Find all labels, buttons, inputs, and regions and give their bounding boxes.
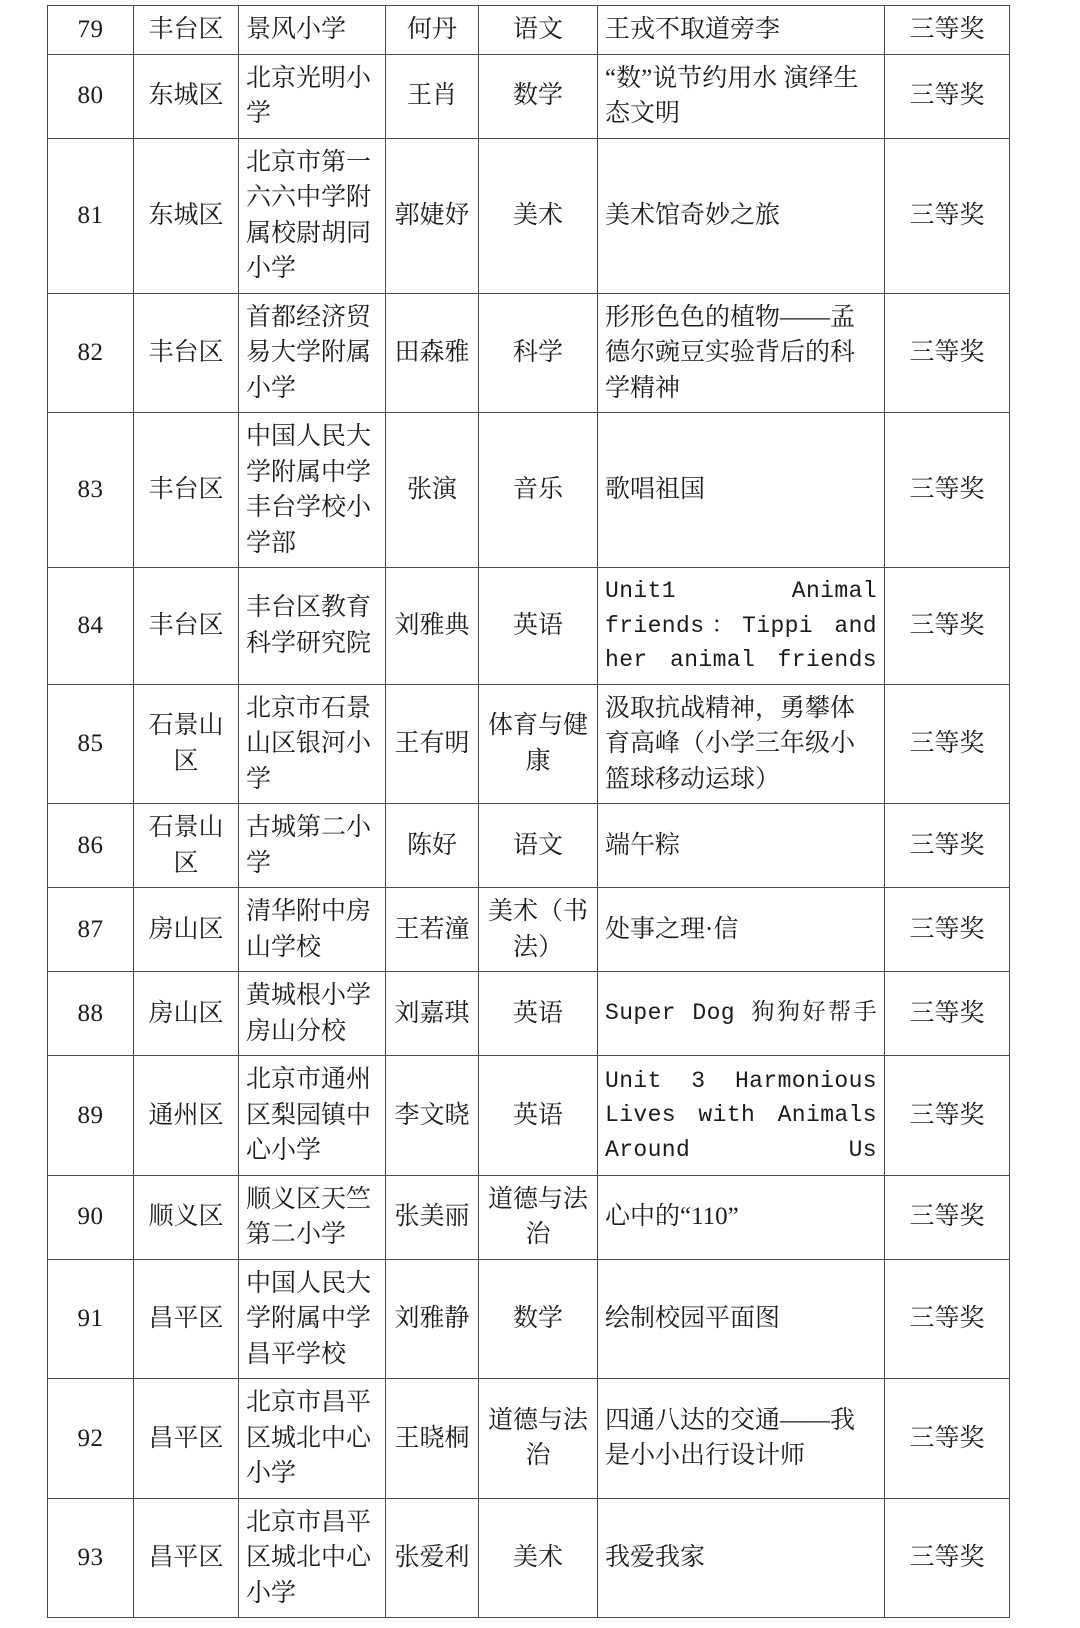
cell-title: 我爱我家 [598, 1498, 885, 1618]
table-row [48, 1175, 1010, 1259]
table-row [48, 972, 1010, 1056]
cell-district: 昌平区 [134, 1379, 239, 1499]
cell-award: 三等奖 [885, 568, 1010, 685]
table-row [48, 568, 1010, 685]
table-row [48, 1056, 1010, 1176]
cell-subject: 美术 [479, 138, 598, 293]
cell-index: 90 [48, 1175, 134, 1259]
cell-teacher: 王若潼 [386, 888, 479, 972]
cell-index: 87 [48, 888, 134, 972]
cell-title: 心中的“110” [598, 1175, 885, 1259]
cell-district: 东城区 [134, 138, 239, 293]
cell-teacher: 张美丽 [386, 1175, 479, 1259]
cell-school: 北京市昌平区城北中心小学 [239, 1379, 386, 1499]
cell-school: 古城第二小学 [239, 804, 386, 888]
cell-school: 丰台区教育科学研究院 [239, 568, 386, 685]
cell-school: 北京光明小学 [239, 54, 386, 138]
cell-district: 石景山区 [134, 804, 239, 888]
cell-subject: 科学 [479, 293, 598, 413]
cell-teacher: 王有明 [386, 684, 479, 804]
cell-district: 丰台区 [134, 413, 239, 568]
cell-index: 79 [48, 6, 134, 55]
cell-school: 景风小学 [239, 6, 386, 55]
cell-subject: 英语 [479, 568, 598, 685]
table-row [48, 684, 1010, 804]
cell-school: 北京市通州区梨园镇中心小学 [239, 1056, 386, 1176]
cell-district: 房山区 [134, 972, 239, 1056]
cell-title: 歌唱祖国 [598, 413, 885, 568]
cell-index: 85 [48, 684, 134, 804]
table-row [48, 6, 1010, 55]
cell-school: 北京市昌平区城北中心小学 [239, 1498, 386, 1618]
cell-subject: 数学 [479, 1259, 598, 1379]
cell-teacher: 王晓桐 [386, 1379, 479, 1499]
cell-title: 端午粽 [598, 804, 885, 888]
cell-award: 三等奖 [885, 1259, 1010, 1379]
cell-teacher: 郭婕妤 [386, 138, 479, 293]
table-row [48, 138, 1010, 293]
cell-subject: 语文 [479, 6, 598, 55]
cell-subject: 美术 [479, 1498, 598, 1618]
cell-district: 顺义区 [134, 1175, 239, 1259]
cell-subject: 语文 [479, 804, 598, 888]
cell-teacher: 张演 [386, 413, 479, 568]
cell-subject: 英语 [479, 1056, 598, 1176]
cell-teacher: 张爱利 [386, 1498, 479, 1618]
cell-district: 通州区 [134, 1056, 239, 1176]
cell-teacher: 刘雅典 [386, 568, 479, 685]
cell-index: 83 [48, 413, 134, 568]
cell-school: 中国人民大学附属中学丰台学校小学部 [239, 413, 386, 568]
cell-index: 80 [48, 54, 134, 138]
cell-subject: 音乐 [479, 413, 598, 568]
cell-award: 三等奖 [885, 804, 1010, 888]
cell-title: Super Dog 狗狗好帮手 [598, 972, 885, 1056]
cell-index: 93 [48, 1498, 134, 1618]
cell-title: 四通八达的交通——我是小小出行设计师 [598, 1379, 885, 1499]
cell-school: 清华附中房山学校 [239, 888, 386, 972]
cell-teacher: 何丹 [386, 6, 479, 55]
cell-subject: 道德与法治 [479, 1175, 598, 1259]
table-row [48, 804, 1010, 888]
cell-index: 86 [48, 804, 134, 888]
table-row [48, 1379, 1010, 1499]
cell-school: 黄城根小学房山分校 [239, 972, 386, 1056]
cell-title: 绘制校园平面图 [598, 1259, 885, 1379]
table-row [48, 888, 1010, 972]
cell-district: 房山区 [134, 888, 239, 972]
table-row [48, 1498, 1010, 1618]
award-table-container [47, 5, 1009, 1618]
cell-index: 92 [48, 1379, 134, 1499]
cell-award: 三等奖 [885, 54, 1010, 138]
cell-index: 89 [48, 1056, 134, 1176]
cell-teacher: 刘雅静 [386, 1259, 479, 1379]
cell-teacher: 李文晓 [386, 1056, 479, 1176]
cell-teacher: 陈好 [386, 804, 479, 888]
cell-index: 91 [48, 1259, 134, 1379]
cell-subject: 英语 [479, 972, 598, 1056]
cell-title: 处事之理·信 [598, 888, 885, 972]
table-row [48, 413, 1010, 568]
cell-title: “数”说节约用水 演绎生态文明 [598, 54, 885, 138]
cell-teacher: 田森雅 [386, 293, 479, 413]
cell-title: 美术馆奇妙之旅 [598, 138, 885, 293]
table-row [48, 1259, 1010, 1379]
table-row [48, 293, 1010, 413]
cell-teacher: 王肖 [386, 54, 479, 138]
table-row [48, 54, 1010, 138]
cell-subject: 美术（书法） [479, 888, 598, 972]
cell-award: 三等奖 [885, 1175, 1010, 1259]
cell-district: 丰台区 [134, 293, 239, 413]
cell-award: 三等奖 [885, 293, 1010, 413]
cell-district: 东城区 [134, 54, 239, 138]
cell-award: 三等奖 [885, 1056, 1010, 1176]
cell-subject: 数学 [479, 54, 598, 138]
cell-index: 82 [48, 293, 134, 413]
cell-award: 三等奖 [885, 1498, 1010, 1618]
cell-teacher: 刘嘉琪 [386, 972, 479, 1056]
cell-title: Unit1 Animal friends：Tippi and her animal friends [598, 568, 885, 685]
cell-title: 汲取抗战精神，勇攀体育高峰（小学三年级小篮球移动运球） [598, 684, 885, 804]
award-table [47, 5, 1010, 1618]
cell-school: 顺义区天竺第二小学 [239, 1175, 386, 1259]
cell-title: 形形色色的植物——孟德尔豌豆实验背后的科学精神 [598, 293, 885, 413]
cell-district: 昌平区 [134, 1259, 239, 1379]
cell-award: 三等奖 [885, 413, 1010, 568]
cell-award: 三等奖 [885, 138, 1010, 293]
cell-title: 王戎不取道旁李 [598, 6, 885, 55]
cell-school: 北京市石景山区银河小学 [239, 684, 386, 804]
cell-district: 石景山区 [134, 684, 239, 804]
cell-award: 三等奖 [885, 888, 1010, 972]
cell-award: 三等奖 [885, 1379, 1010, 1499]
cell-district: 丰台区 [134, 568, 239, 685]
award-table-body [48, 6, 1010, 1618]
cell-award: 三等奖 [885, 6, 1010, 55]
cell-subject: 体育与健康 [479, 684, 598, 804]
cell-index: 84 [48, 568, 134, 685]
cell-index: 88 [48, 972, 134, 1056]
cell-school: 首都经济贸易大学附属小学 [239, 293, 386, 413]
cell-school: 中国人民大学附属中学昌平学校 [239, 1259, 386, 1379]
cell-school: 北京市第一六六中学附属校尉胡同小学 [239, 138, 386, 293]
cell-award: 三等奖 [885, 684, 1010, 804]
cell-award: 三等奖 [885, 972, 1010, 1056]
cell-index: 81 [48, 138, 134, 293]
cell-district: 丰台区 [134, 6, 239, 55]
cell-title: Unit 3 Harmonious Lives with Animals Around Us [598, 1056, 885, 1176]
cell-district: 昌平区 [134, 1498, 239, 1618]
cell-subject: 道德与法治 [479, 1379, 598, 1499]
